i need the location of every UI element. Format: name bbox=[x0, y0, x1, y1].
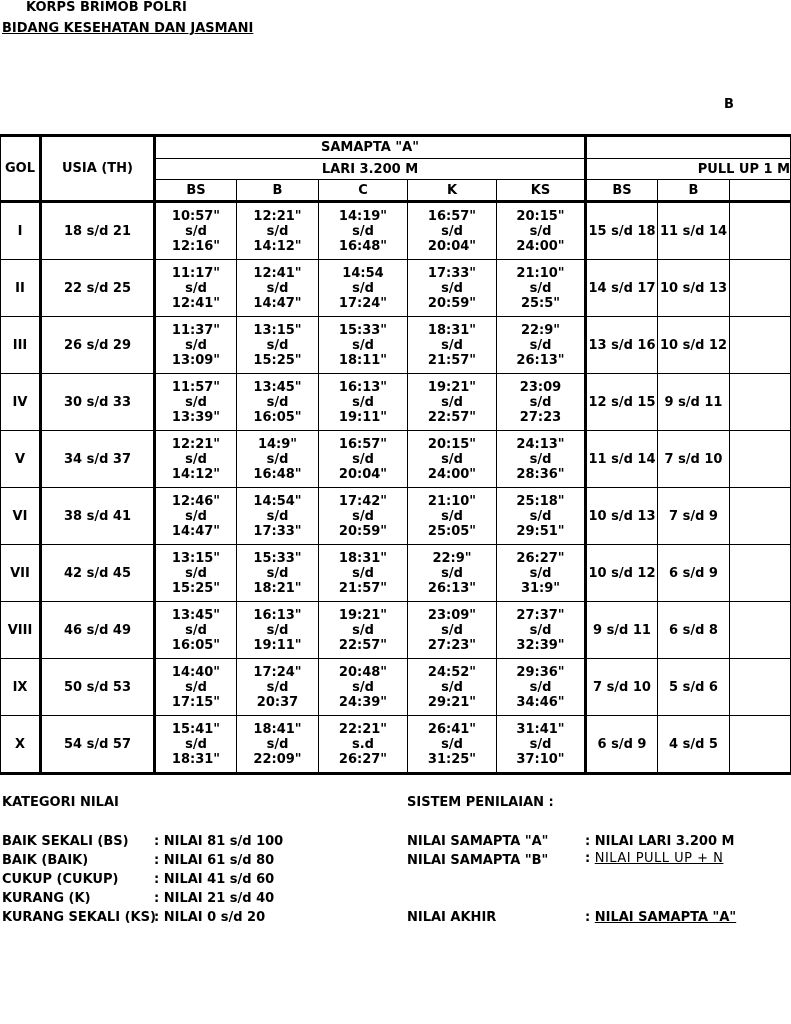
usia-header: USIA (TH) bbox=[41, 136, 155, 202]
table-row bbox=[1, 659, 791, 716]
lari-time-cell: 20:15" s/d 24:00" bbox=[408, 431, 497, 488]
lari-time-cell: 24:13" s/d 28:36" bbox=[497, 431, 586, 488]
lari-time-cell: 22:9" s/d 26:13" bbox=[497, 317, 586, 374]
pullup-extra-cell bbox=[730, 716, 791, 774]
lari-time-cell: 21:10" s/d 25:05" bbox=[408, 488, 497, 545]
pullup-extra-cell bbox=[730, 260, 791, 317]
lari-col-b: B bbox=[237, 180, 319, 202]
lari-time-cell: 20:15" s/d 24:00" bbox=[497, 202, 586, 260]
lari-time-cell: 18:31" s/d 21:57" bbox=[408, 317, 497, 374]
lari-time-cell: 31:41" s/d 37:10" bbox=[497, 716, 586, 774]
pullup-cell: 9 s/d 11 bbox=[658, 374, 730, 431]
nilai-akhir-prefix: : bbox=[585, 910, 595, 925]
lari-time-cell: 23:09" s/d 27:23" bbox=[408, 602, 497, 659]
pullup-header bbox=[586, 159, 791, 180]
kategori-value: : NILAI 21 s/d 40 bbox=[154, 891, 275, 906]
usia-cell: 50 s/d 53 bbox=[41, 659, 155, 716]
lari-col-ks: KS bbox=[497, 180, 586, 202]
lari-time-cell: 22:21" s.d 26:27" bbox=[319, 716, 408, 774]
pullup-cell: 10 s/d 13 bbox=[658, 260, 730, 317]
samapta-b-header bbox=[586, 136, 791, 159]
kategori-label: BAIK (BAIK) bbox=[2, 853, 89, 868]
pullup-cell: 6 s/d 8 bbox=[658, 602, 730, 659]
score-table-container bbox=[0, 134, 791, 775]
sistem-title: SISTEM PENILAIAN : bbox=[407, 795, 554, 810]
kategori-label: KURANG SEKALI (KS) bbox=[2, 910, 156, 925]
pullup-extra-cell bbox=[730, 317, 791, 374]
kategori-label: BAIK SEKALI (BS) bbox=[2, 834, 129, 849]
pullup-cell: 11 s/d 14 bbox=[658, 202, 730, 260]
lari-time-cell: 12:41" s/d 14:47" bbox=[237, 260, 319, 317]
kategori-value: : NILAI 61 s/d 80 bbox=[154, 853, 275, 868]
corner-text: B bbox=[724, 97, 734, 112]
lari-col-bs: BS bbox=[155, 180, 237, 202]
pullup-cell: 10 s/d 12 bbox=[586, 545, 658, 602]
nilai-akhir-label: NILAI AKHIR bbox=[407, 910, 497, 925]
lari-time-cell: 26:27" s/d 31:9" bbox=[497, 545, 586, 602]
lari-col-c: C bbox=[319, 180, 408, 202]
usia-cell: 26 s/d 29 bbox=[41, 317, 155, 374]
lari-time-cell: 15:33" s/d 18:11" bbox=[319, 317, 408, 374]
table-row bbox=[1, 374, 791, 431]
lari-time-cell: 13:45" s/d 16:05" bbox=[155, 602, 237, 659]
nilai-akhir-value: NILAI SAMAPTA "A" bbox=[594, 910, 737, 925]
table-row bbox=[1, 602, 791, 659]
samapta-a-value: : NILAI LARI 3.200 M bbox=[585, 834, 735, 849]
lari-time-cell: 26:41" s/d 31:25" bbox=[408, 716, 497, 774]
pullup-extra-cell bbox=[730, 374, 791, 431]
samapta-b-prefix: : bbox=[585, 851, 595, 866]
kategori-value: : NILAI 0 s/d 20 bbox=[154, 910, 266, 925]
lari-time-cell: 22:9" s/d 26:13" bbox=[408, 545, 497, 602]
lari-time-cell: 19:21" s/d 22:57" bbox=[408, 374, 497, 431]
kategori-label: KURANG (K) bbox=[2, 891, 91, 906]
lari-time-cell: 21:10" s/d 25:5" bbox=[497, 260, 586, 317]
lari-time-cell: 23:09 s/d 27:23 bbox=[497, 374, 586, 431]
pull-col-b: B bbox=[658, 180, 730, 202]
gol-cell: IV bbox=[1, 374, 41, 431]
score-table bbox=[0, 134, 791, 775]
lari-time-cell: 14:54" s/d 17:33" bbox=[237, 488, 319, 545]
lari-time-cell: 13:45" s/d 16:05" bbox=[237, 374, 319, 431]
lari-time-cell: 18:41" s/d 22:09" bbox=[237, 716, 319, 774]
pullup-extra-cell bbox=[730, 488, 791, 545]
lari-col-k: K bbox=[408, 180, 497, 202]
usia-cell: 22 s/d 25 bbox=[41, 260, 155, 317]
gol-cell: VII bbox=[1, 545, 41, 602]
lari-time-cell: 25:18" s/d 29:51" bbox=[497, 488, 586, 545]
lari-time-cell: 12:21" s/d 14:12" bbox=[155, 431, 237, 488]
pull-col-bs: BS bbox=[586, 180, 658, 202]
lari-time-cell: 16:57" s/d 20:04" bbox=[319, 431, 408, 488]
pullup-cell: 7 s/d 10 bbox=[586, 659, 658, 716]
table-row bbox=[1, 431, 791, 488]
lari-time-cell: 19:21" s/d 22:57" bbox=[319, 602, 408, 659]
lari-time-cell: 13:15" s/d 15:25" bbox=[155, 545, 237, 602]
usia-cell: 54 s/d 57 bbox=[41, 716, 155, 774]
pullup-cell: 14 s/d 17 bbox=[586, 260, 658, 317]
pullup-cell: 6 s/d 9 bbox=[658, 545, 730, 602]
lari-time-cell: 14:40" s/d 17:15" bbox=[155, 659, 237, 716]
usia-cell: 34 s/d 37 bbox=[41, 431, 155, 488]
usia-cell: 46 s/d 49 bbox=[41, 602, 155, 659]
lari-time-cell: 15:33" s/d 18:21" bbox=[237, 545, 319, 602]
kategori-title: KATEGORI NILAI bbox=[2, 795, 119, 810]
pullup-extra-cell bbox=[730, 545, 791, 602]
usia-cell: 42 s/d 45 bbox=[41, 545, 155, 602]
pull-col-extra bbox=[730, 180, 791, 202]
gol-cell: II bbox=[1, 260, 41, 317]
lari-time-cell: 16:13" s/d 19:11" bbox=[319, 374, 408, 431]
usia-cell: 38 s/d 41 bbox=[41, 488, 155, 545]
gol-cell: III bbox=[1, 317, 41, 374]
lari-time-cell: 16:13" s/d 19:11" bbox=[237, 602, 319, 659]
pullup-extra-cell bbox=[730, 431, 791, 488]
lari-time-cell: 13:15" s/d 15:25" bbox=[237, 317, 319, 374]
lari-header: LARI 3.200 M bbox=[155, 159, 586, 180]
table-row bbox=[1, 317, 791, 374]
nilai-akhir-value-wrap bbox=[585, 910, 736, 925]
pullup-cell: 12 s/d 15 bbox=[586, 374, 658, 431]
gol-cell: I bbox=[1, 202, 41, 260]
lari-time-cell: 17:33" s/d 20:59" bbox=[408, 260, 497, 317]
lari-time-cell: 15:41" s/d 18:31" bbox=[155, 716, 237, 774]
lari-time-cell: 14:54 s/d 17:24" bbox=[319, 260, 408, 317]
table-row bbox=[1, 716, 791, 774]
gol-cell: VIII bbox=[1, 602, 41, 659]
pullup-cell: 9 s/d 11 bbox=[586, 602, 658, 659]
pullup-cell: 5 s/d 6 bbox=[658, 659, 730, 716]
pullup-cell: 10 s/d 13 bbox=[586, 488, 658, 545]
kategori-value: : NILAI 41 s/d 60 bbox=[154, 872, 275, 887]
lari-time-cell: 11:57" s/d 13:39" bbox=[155, 374, 237, 431]
gol-header: GOL bbox=[1, 136, 41, 202]
lari-time-cell: 12:21" s/d 14:12" bbox=[237, 202, 319, 260]
kategori-label: CUKUP (CUKUP) bbox=[2, 872, 119, 887]
lari-time-cell: 10:57" s/d 12:16" bbox=[155, 202, 237, 260]
lari-time-cell: 20:48" s/d 24:39" bbox=[319, 659, 408, 716]
gol-cell: X bbox=[1, 716, 41, 774]
gol-cell: IX bbox=[1, 659, 41, 716]
lari-time-cell: 18:31" s/d 21:57" bbox=[319, 545, 408, 602]
lari-time-cell: 24:52" s/d 29:21" bbox=[408, 659, 497, 716]
pullup-cell: 10 s/d 12 bbox=[658, 317, 730, 374]
lari-time-cell: 17:24" s/d 20:37 bbox=[237, 659, 319, 716]
pullup-cell: 4 s/d 5 bbox=[658, 716, 730, 774]
lari-time-cell: 11:37" s/d 13:09" bbox=[155, 317, 237, 374]
table-row bbox=[1, 260, 791, 317]
pullup-cell: 11 s/d 14 bbox=[586, 431, 658, 488]
lari-time-cell: 17:42" s/d 20:59" bbox=[319, 488, 408, 545]
kategori-value: : NILAI 81 s/d 100 bbox=[154, 834, 284, 849]
gol-cell: V bbox=[1, 431, 41, 488]
lari-time-cell: 14:9" s/d 16:48" bbox=[237, 431, 319, 488]
samapta-b-value-wrap bbox=[585, 851, 728, 866]
pullup-header-text: PULL UP 1 M bbox=[697, 161, 791, 177]
samapta-b-value: NILAI PULL UP + N bbox=[594, 851, 724, 866]
pullup-cell: 7 s/d 9 bbox=[658, 488, 730, 545]
pullup-extra-cell bbox=[730, 202, 791, 260]
samapta-a-label: NILAI SAMAPTA "A" bbox=[407, 834, 549, 849]
samapta-a-header: SAMAPTA "A" bbox=[155, 136, 586, 159]
lari-time-cell: 14:19" s/d 16:48" bbox=[319, 202, 408, 260]
dept-title: BIDANG KESEHATAN DAN JASMANI bbox=[2, 21, 254, 36]
pullup-cell: 6 s/d 9 bbox=[586, 716, 658, 774]
table-row bbox=[1, 545, 791, 602]
pullup-extra-cell bbox=[730, 602, 791, 659]
lari-time-cell: 16:57" s/d 20:04" bbox=[408, 202, 497, 260]
pullup-extra-cell bbox=[730, 659, 791, 716]
lari-time-cell: 29:36" s/d 34:46" bbox=[497, 659, 586, 716]
lari-time-cell: 12:46" s/d 14:47" bbox=[155, 488, 237, 545]
usia-cell: 30 s/d 33 bbox=[41, 374, 155, 431]
gol-cell: VI bbox=[1, 488, 41, 545]
usia-cell: 18 s/d 21 bbox=[41, 202, 155, 260]
lari-time-cell: 27:37" s/d 32:39" bbox=[497, 602, 586, 659]
table-row bbox=[1, 488, 791, 545]
lari-time-cell: 11:17" s/d 12:41" bbox=[155, 260, 237, 317]
pullup-cell: 13 s/d 16 bbox=[586, 317, 658, 374]
pullup-cell: 15 s/d 18 bbox=[586, 202, 658, 260]
samapta-b-label: NILAI SAMAPTA "B" bbox=[407, 853, 549, 868]
org-title: KORPS BRIMOB POLRI bbox=[26, 0, 187, 15]
pullup-cell: 7 s/d 10 bbox=[658, 431, 730, 488]
table-row bbox=[1, 202, 791, 260]
